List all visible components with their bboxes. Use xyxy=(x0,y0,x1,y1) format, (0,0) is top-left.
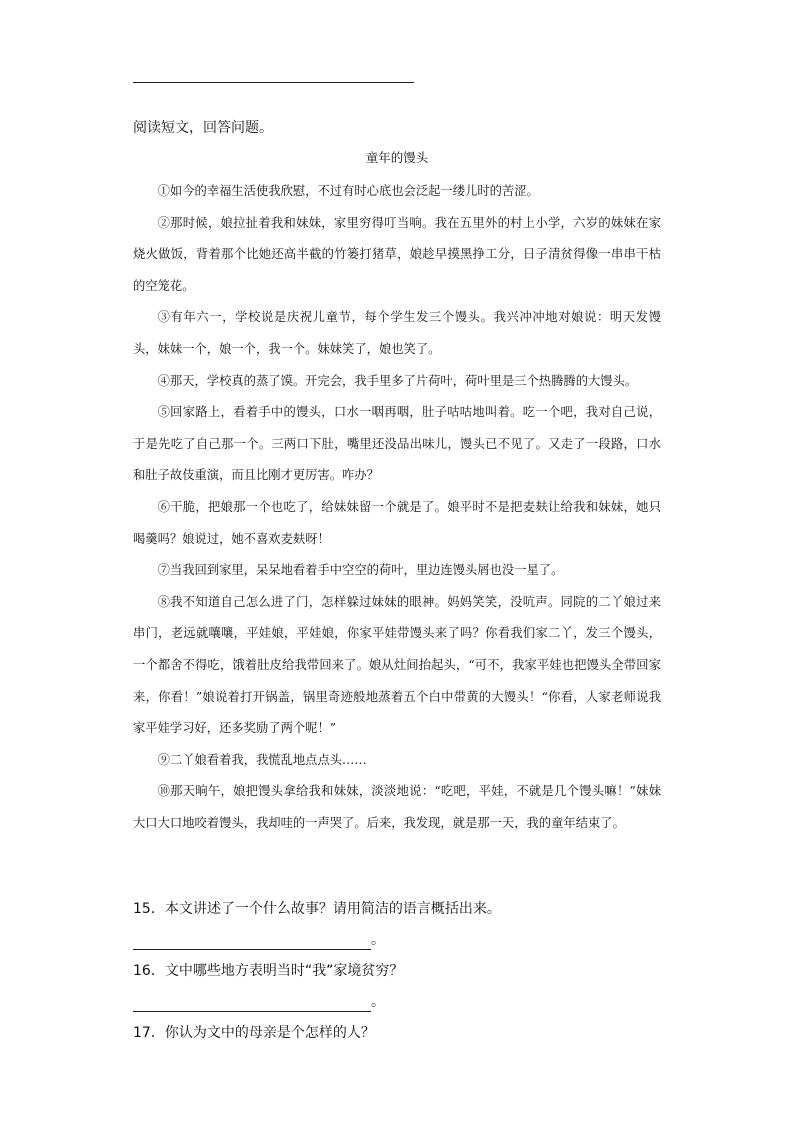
question-15: 15．本文讲述了一个什么故事？请用简洁的语言概括出来。 xyxy=(133,901,501,917)
paragraph-4: ④那天，学校真的蒸了馍。开完会，我手里多了片荷叶，荷叶里是三个热腾腾的大馒头。 xyxy=(157,373,638,388)
paragraph-1: ①如今的幸福生活使我欣慰，不过有时心底也会泛起一缕儿时的苦涩。 xyxy=(157,184,539,198)
paragraph-7: ⑦当我回到家里，呆呆地看着手中空空的荷叶，里边连馒头屑也没一星了。 xyxy=(157,563,564,578)
paragraph-6: ⑥干脆，把娘那一个也吃了，给妹妹留一个就是了。娘平时不是把麦麸让给我和妹妹，她只喝羹吗？娘说过，她不喜欢麦麸呀！ xyxy=(133,499,661,546)
paragraph-9: ⑨二丫娘看着我，我慌乱地点点头…… xyxy=(157,752,367,767)
passage-body xyxy=(133,176,661,839)
question-16: 16．文中哪些地方表明当时“我”家境贫穷？ xyxy=(133,963,404,979)
answer-suffix: 。 xyxy=(371,994,385,1010)
paragraph-8: ⑧我不知道自己怎么进了门，怎样躲过妹妹的眼神。妈妈笑笑，没吭声。同院的二丫娘过来串门，老远就嚷嚷，平娃娘，平娃娘，你家平娃带馒头来了吗？你看我们家二丫，发三个馒头，一个都舍不得吃，饿着肚皮给我带回来了。娘从灶间抬起头，“可不，我家平娃也把馒头全带回家来，你看！”娘说着打开锅盖，锅里奇迹般地蒸着五个白中带黄的大馒头！“你看，人家老师说我家平娃学习好，还多奖励了两个呢！” xyxy=(133,594,661,736)
answer-suffix: 。 xyxy=(371,932,385,948)
header-rule xyxy=(133,82,414,83)
reading-instruction: 阅读短文，回答问题。 xyxy=(133,120,273,136)
answer-line-16[interactable] xyxy=(133,992,385,1012)
paragraph-5: ⑤回家路上，看着手中的馒头，口水一咽再咽，肚子咕咕地叫着。吃一个吧，我对自己说，于是先吃了自己那一个。三两口下肚，嘴里还没品出味儿，馒头已不见了。又走了一段路，口水和肚子故伎重演，而且比刚才更厉害。咋办？ xyxy=(133,405,661,483)
answer-blank[interactable] xyxy=(133,997,371,1012)
paragraph-2: ②那时候，娘拉扯着我和妹妹，家里穷得叮当响。我在五里外的村上小学，六岁的妹妹在家烧火做饭，背着那个比她还高半截的竹篓打猪草，娘趁早摸黑挣工分，日子清贫得像一串串干枯的空笼花。 xyxy=(133,215,661,293)
paragraph-10: ⑩那天晌午，娘把馒头拿给我和妹妹，淡淡地说：“吃吧，平娃，不就是几个馒头嘛！”妹妹大口大口地咬着馒头，我却哇的一声哭了。后来，我发现，就是那一天，我的童年结束了。 xyxy=(133,784,661,830)
answer-line-15[interactable] xyxy=(133,930,385,950)
answer-blank[interactable] xyxy=(133,935,371,950)
paragraph-3: ③有年六一，学校说是庆祝儿童节，每个学生发三个馒头。我兴冲冲地对娘说：明天发馒头，妹妹一个，娘一个，我一个。妹妹笑了，娘也笑了。 xyxy=(133,310,661,356)
passage-title: 童年的馒头 xyxy=(365,150,429,165)
question-17: 17．你认为文中的母亲是个怎样的人？ xyxy=(133,1025,375,1041)
